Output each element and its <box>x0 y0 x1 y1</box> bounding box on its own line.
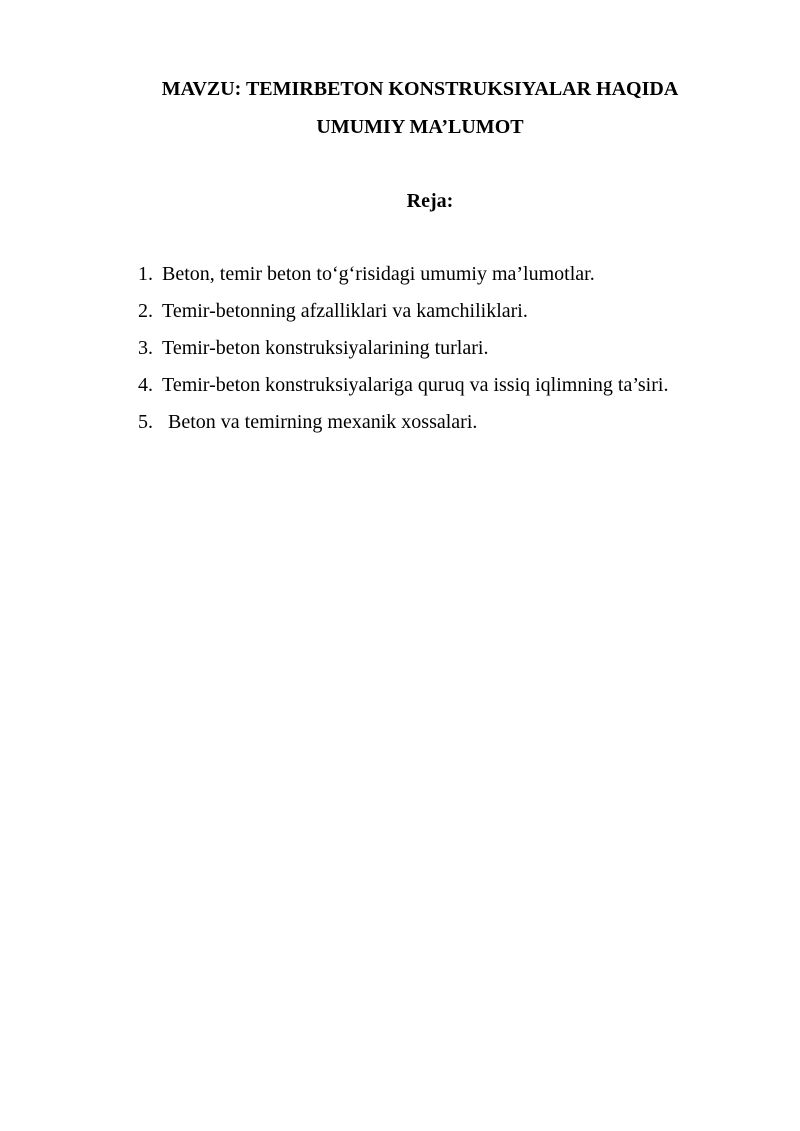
plan-item-number: 3. <box>138 337 153 359</box>
plan-item <box>138 299 758 323</box>
plan-item-text: Temir-betonning afzalliklari va kamchiliklari. <box>162 300 528 322</box>
document-title-line-1: MAVZU: TEMIRBETON KONSTRUKSIYALAR HAQIDA <box>161 78 679 100</box>
plan-item-number: 5. <box>138 411 153 433</box>
plan-item <box>138 336 758 360</box>
document-title-line-2: UMUMIY MA’LUMOT <box>316 116 524 138</box>
plan-item-text: Beton, temir beton to‘g‘risidagi umumiy ma’lumotlar. <box>162 263 595 285</box>
plan-heading: Reja: <box>406 190 454 212</box>
plan-item-number: 4. <box>138 374 153 396</box>
plan-item-text: Temir-beton konstruksiyalarining turlari. <box>162 337 489 359</box>
plan-item <box>138 262 758 286</box>
plan-item-number: 2. <box>138 300 153 322</box>
plan-item <box>138 373 758 397</box>
plan-item <box>138 410 758 434</box>
plan-item-text: Beton va temirning mexanik xossalari. <box>168 411 478 433</box>
plan-list <box>138 262 758 447</box>
plan-item-text: Temir-beton konstruksiyalariga quruq va issiq iqlimning ta’siri. <box>162 374 669 396</box>
plan-item-number: 1. <box>138 263 153 285</box>
